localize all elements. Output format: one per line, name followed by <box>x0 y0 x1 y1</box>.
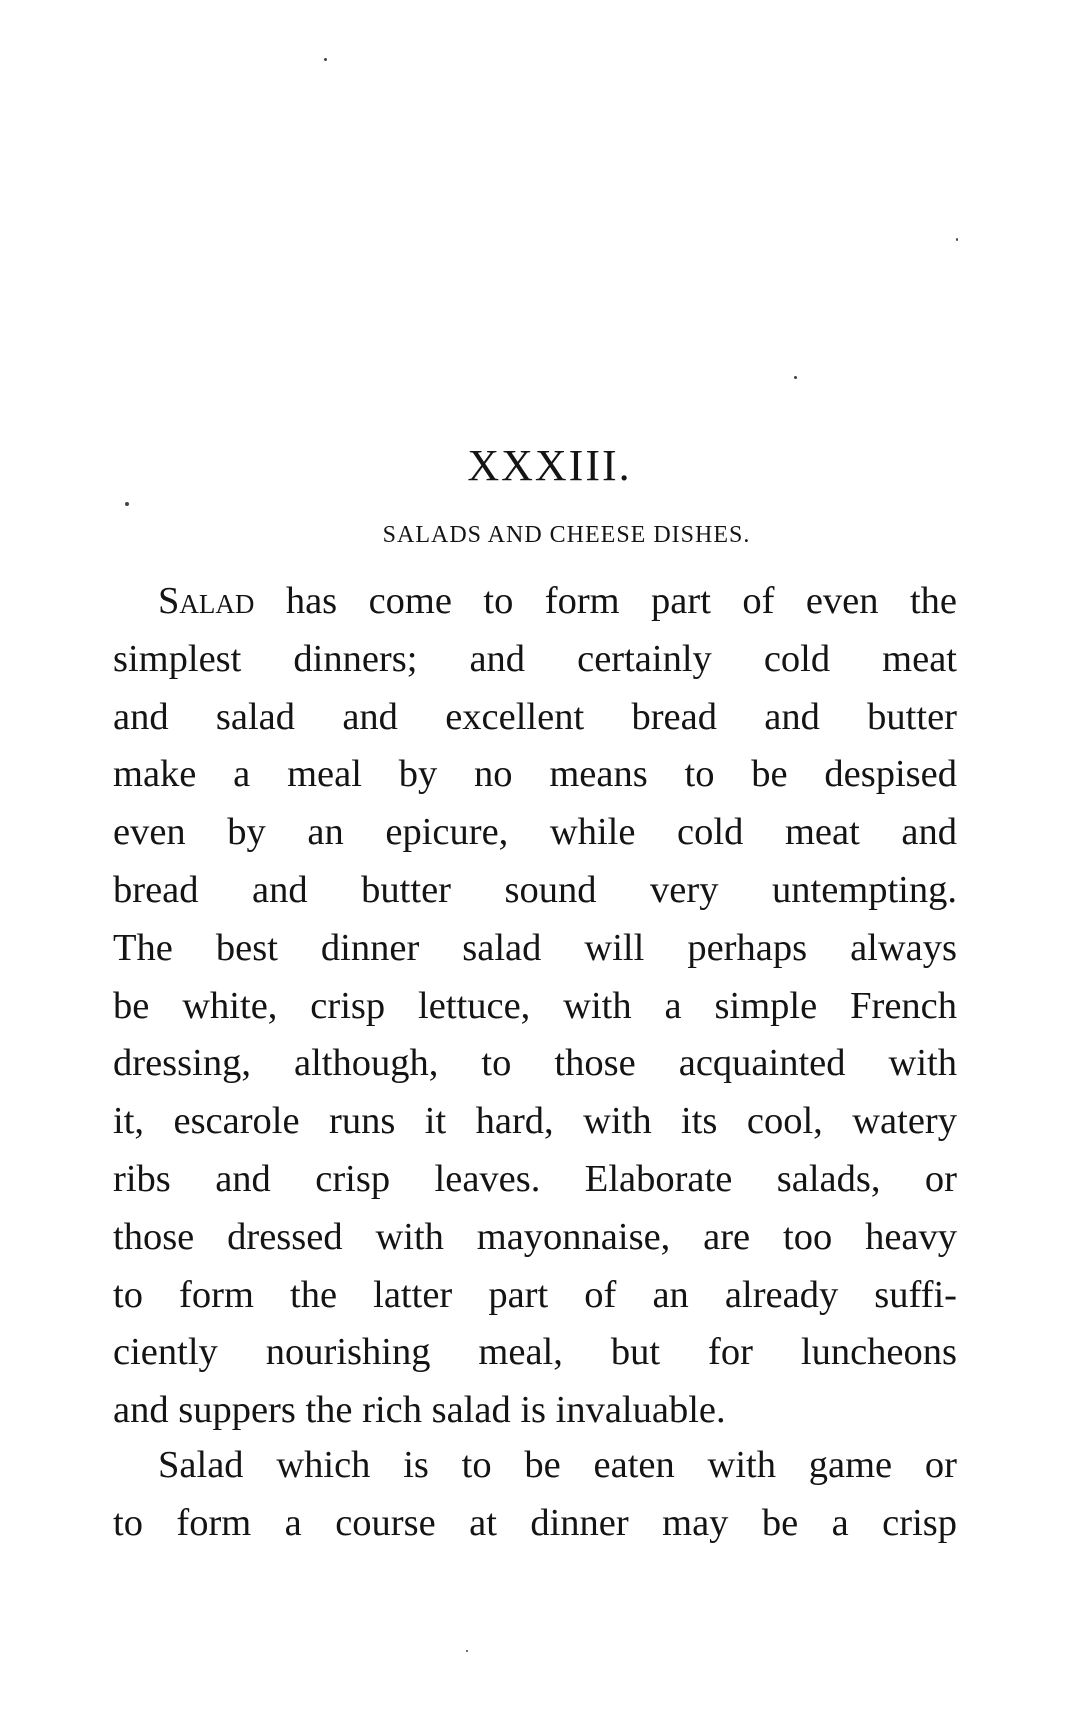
chapter-title: SALADS AND CHEESE DISHES. <box>382 522 751 548</box>
text-line: to form the latter part of an already suffi- <box>113 1273 957 1316</box>
paragraph-2 <box>113 1437 957 1553</box>
scan-speck <box>324 58 327 61</box>
paragraph-1 <box>113 573 957 1440</box>
text-line: simplest dinners; and certainly cold meat <box>113 637 957 680</box>
text-line: ciently nourishing meal, but for luncheons <box>113 1331 957 1374</box>
text-line: to form a course at dinner may be a crisp <box>113 1501 957 1544</box>
text-line: those dressed with mayonnaise, are too heavy <box>113 1215 957 1258</box>
text-line: it, escarole runs it hard, with its cool, watery <box>113 1100 957 1143</box>
chapter-number: XXXIII. <box>467 441 632 490</box>
text-line: be white, crisp lettuce, with a simple French <box>113 984 957 1027</box>
text-line: and suppers the rich salad is invaluable. <box>113 1389 726 1432</box>
text-line: bread and butter sound very untempting. <box>113 868 957 911</box>
scan-speck <box>466 1650 468 1652</box>
scan-speck <box>794 376 797 379</box>
scan-speck <box>956 238 958 241</box>
text-line: make a meal by no means to be despised <box>113 753 957 796</box>
text-line: and salad and excellent bread and butter <box>113 695 957 738</box>
text-line: The best dinner salad will perhaps always <box>113 926 957 969</box>
text-line: Salad has come to form part of even the <box>158 580 957 622</box>
text-line: Salad which is to be eaten with game or <box>158 1444 957 1486</box>
drop-word: Salad <box>158 580 255 622</box>
text-line: even by an epicure, while cold meat and <box>113 811 957 854</box>
scan-speck <box>125 502 129 506</box>
text-line: ribs and crisp leaves. Elaborate salads, or <box>113 1157 957 1200</box>
text-line: dressing, although, to those acquainted with <box>113 1042 957 1085</box>
